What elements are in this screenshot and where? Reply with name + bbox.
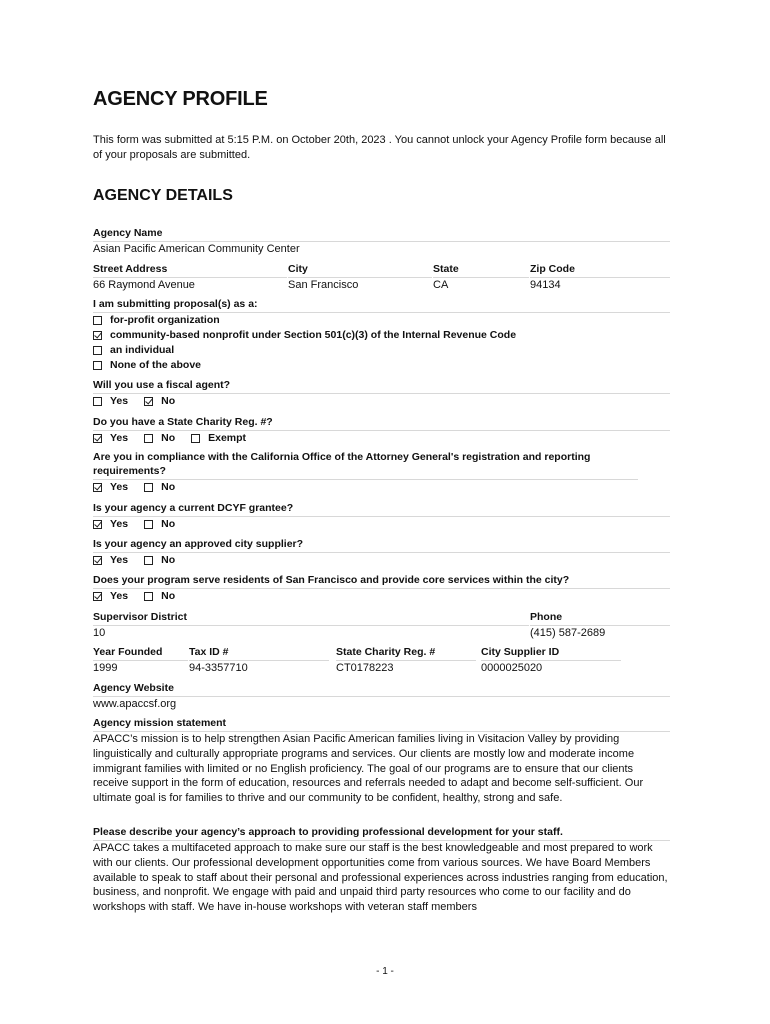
charity-reg-yes[interactable] (93, 431, 128, 446)
professional-development-value: APACC takes a multifaceted approach to make sure our staff is the best knowledgeable and most prepared to work with our clients. Our professional development opportunities come from various sources. We have Board Members available to speak to staff about their personal and professional experiences across industries ranging from education, business, and nonprofit. We engage with paid and unpaid third party resources who come to our facility and do workshops with staff. We have in-house workshops with veteran staff members (93, 842, 668, 914)
page-title: AGENCY PROFILE (93, 88, 268, 110)
dcyf-grantee-label: Is your agency a current DCYF grantee? (93, 501, 670, 517)
fiscal-agent-yes[interactable] (93, 394, 128, 409)
district-phone-row (93, 610, 670, 642)
option-for-profit[interactable] (93, 313, 670, 328)
checkbox-icon[interactable] (93, 331, 102, 340)
checkbox-icon[interactable] (93, 397, 102, 406)
dcyf-no[interactable] (144, 517, 175, 532)
year-founded-value: 1999 (93, 662, 118, 674)
page-number: - 1 - (376, 966, 394, 977)
option-label: community-based nonprofit under Section 501(c)(3) of the Internal Revenue Code (110, 329, 517, 341)
street-address-label: Street Address (93, 262, 287, 278)
state-charity-reg-label: State Charity Reg. # (336, 645, 476, 661)
option-nonprofit-501c3[interactable] (93, 328, 670, 343)
option-individual[interactable] (93, 343, 670, 358)
checkbox-icon[interactable] (93, 556, 102, 565)
city-supplier-id-label: City Supplier ID (481, 645, 621, 661)
option-label: for-profit organization (110, 314, 220, 326)
dcyf-grantee-field (93, 501, 670, 532)
agency-name-value: Asian Pacific American Community Center (93, 243, 300, 255)
fiscal-agent-no[interactable] (144, 394, 175, 409)
option-label: None of the above (110, 359, 202, 371)
agency-website-field (93, 681, 670, 712)
checkbox-icon[interactable] (191, 434, 200, 443)
checkbox-icon[interactable] (93, 520, 102, 529)
option-label: No (161, 518, 176, 530)
charity-reg-exempt[interactable] (191, 431, 246, 446)
serve-sf-field (93, 573, 670, 604)
charity-reg-field (93, 415, 670, 446)
state-charity-reg-field (336, 645, 476, 676)
phone-value: (415) 587-2689 (530, 627, 606, 639)
street-address-field (93, 262, 287, 293)
checkbox-icon[interactable] (144, 556, 153, 565)
zip-code-value: 94134 (530, 279, 561, 291)
city-supplier-label: Is your agency an approved city supplier? (93, 537, 670, 553)
tax-id-field (189, 645, 329, 676)
tax-id-label: Tax ID # (189, 645, 329, 661)
option-label: Yes (110, 395, 129, 407)
option-label: No (161, 395, 176, 407)
compliance-yes[interactable] (93, 480, 128, 495)
checkbox-icon[interactable] (93, 316, 102, 325)
checkbox-icon[interactable] (144, 520, 153, 529)
option-label: Yes (110, 590, 129, 602)
supplier-yes[interactable] (93, 553, 128, 568)
option-label: Exempt (208, 432, 247, 444)
city-field (288, 262, 432, 293)
supervisor-district-label: Supervisor District (93, 610, 529, 626)
checkbox-icon[interactable] (144, 483, 153, 492)
agency-name-field (93, 226, 670, 257)
checkbox-icon[interactable] (144, 592, 153, 601)
option-label: Yes (110, 432, 129, 444)
mission-statement-value: APACC’s mission is to help strengthen Asian Pacific American families living in Visitacion Valley by providing linguistically and culturally appropriate programs and services. Our clients are mostly low and moderate income immigrant families with limited or no English proficiency. The goal of our programs are to ensure that our clients receive support in the form of education, resources and referrals needed to adapt and become self-sufficient. Our ultimate goal is for families to thrive and our community to be confident, healthy, strong and safe. (93, 733, 644, 805)
option-none[interactable] (93, 358, 670, 373)
zip-code-label: Zip Code (530, 262, 670, 278)
zip-code-field (530, 262, 670, 293)
checkbox-icon[interactable] (144, 434, 153, 443)
serve-sf-label: Does your program serve residents of San Francisco and provide core services within the city? (93, 573, 670, 589)
mission-statement-label: Agency mission statement (93, 716, 670, 732)
checkbox-icon[interactable] (93, 592, 102, 601)
supervisor-district-value: 10 (93, 627, 106, 639)
agency-website-value: www.apaccsf.org (93, 698, 177, 710)
option-label: No (161, 432, 176, 444)
compliance-field (93, 450, 670, 495)
checkbox-icon[interactable] (93, 361, 102, 370)
serve-sf-no[interactable] (144, 589, 175, 604)
city-value: San Francisco (288, 279, 359, 291)
ids-row (93, 645, 670, 677)
agency-name-label: Agency Name (93, 226, 670, 242)
submission-notice: This form was submitted at 5:15 P.M. on October 20th, 2023 . You cannot unlock your Agency Profile form because all of your proposals are submitted. (93, 134, 666, 161)
fiscal-agent-field (93, 378, 670, 409)
proposal-type-field (93, 297, 670, 373)
city-supplier-field (93, 537, 670, 568)
city-label: City (288, 262, 432, 278)
option-label: an individual (110, 344, 175, 356)
fiscal-agent-label: Will you use a fiscal agent? (93, 378, 670, 394)
city-supplier-id-field (481, 645, 621, 676)
option-label: No (161, 481, 176, 493)
year-founded-label: Year Founded (93, 645, 188, 661)
supervisor-district-field (93, 610, 529, 641)
city-supplier-id-value: 0000025020 (481, 662, 543, 674)
section-title-agency-details: AGENCY DETAILS (93, 187, 233, 204)
proposal-type-label: I am submitting proposal(s) as a: (93, 297, 670, 313)
year-founded-field (93, 645, 188, 676)
phone-label: Phone (530, 610, 670, 626)
address-row (93, 262, 670, 294)
supplier-no[interactable] (144, 553, 175, 568)
dcyf-yes[interactable] (93, 517, 128, 532)
professional-development-label: Please describe your agency’s approach to providing professional development for your staff. (93, 825, 670, 841)
option-label: No (161, 590, 176, 602)
charity-reg-no[interactable] (144, 431, 175, 446)
compliance-no[interactable] (144, 480, 175, 495)
option-label: Yes (110, 481, 129, 493)
option-label: Yes (110, 518, 129, 530)
checkbox-icon[interactable] (93, 434, 102, 443)
checkbox-icon[interactable] (93, 483, 102, 492)
option-label: Yes (110, 554, 129, 566)
tax-id-value: 94-3357710 (189, 662, 248, 674)
compliance-label: Are you in compliance with the California Office of the Attorney General's registration and reporting requirements? (93, 450, 638, 480)
agency-website-label: Agency Website (93, 681, 670, 697)
serve-sf-yes[interactable] (93, 589, 128, 604)
professional-development-field (93, 825, 670, 915)
checkbox-icon[interactable] (93, 346, 102, 355)
state-value: CA (433, 279, 449, 291)
option-label: No (161, 554, 176, 566)
checkbox-icon[interactable] (144, 397, 153, 406)
mission-statement-field (93, 716, 670, 806)
charity-reg-label: Do you have a State Charity Reg. #? (93, 415, 670, 431)
state-field (433, 262, 529, 293)
state-label: State (433, 262, 529, 278)
state-charity-reg-value: CT0178223 (336, 662, 394, 674)
phone-field (530, 610, 670, 641)
street-address-value: 66 Raymond Avenue (93, 279, 195, 291)
